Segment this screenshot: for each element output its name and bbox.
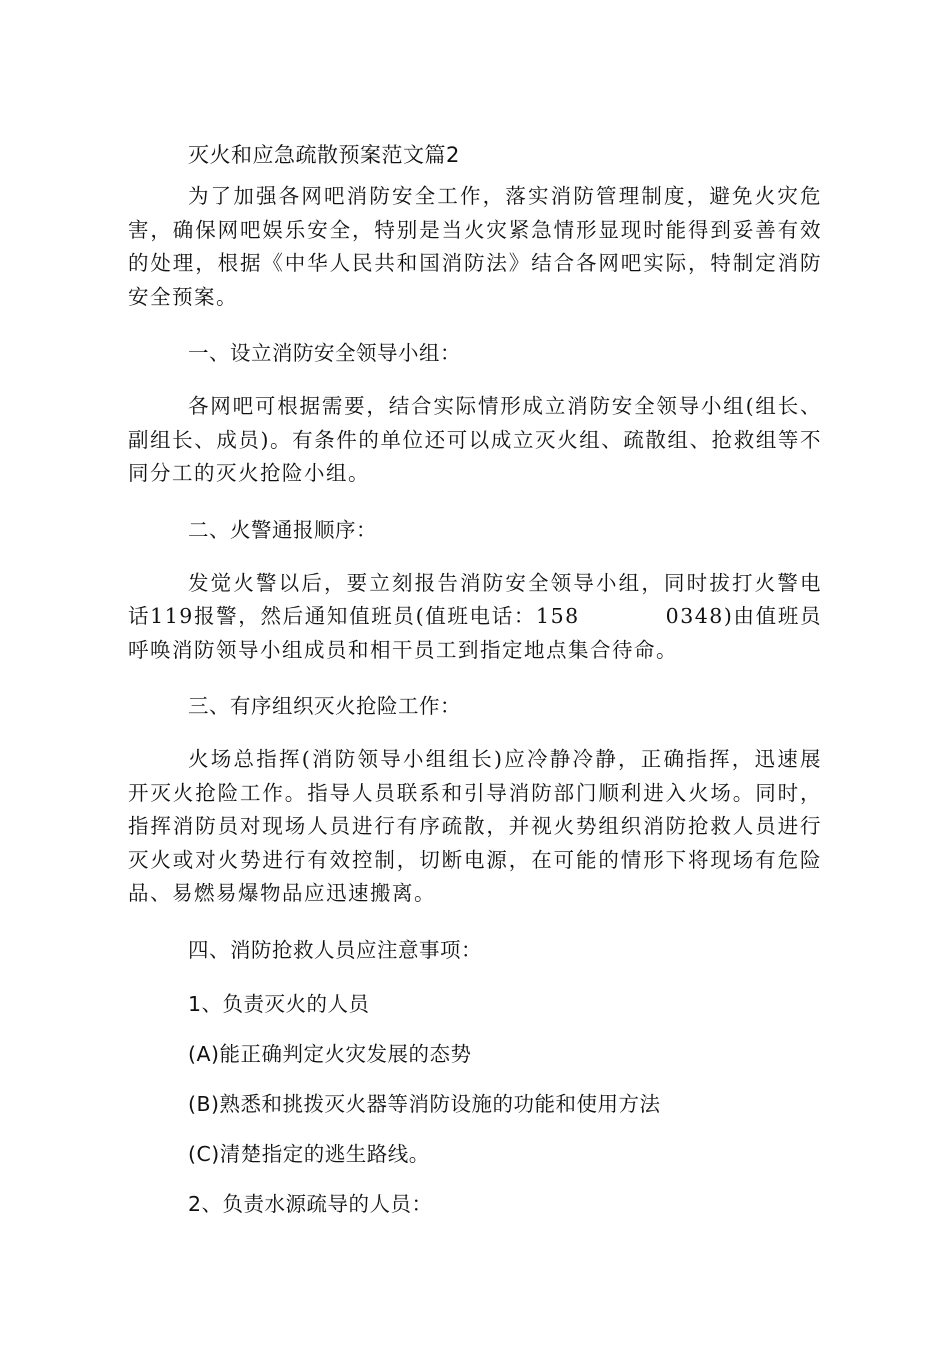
intro-paragraph: 为了加强各网吧消防安全工作，落实消防管理制度，避免火灾危害，确保网吧娱乐安全，特别是当火灾紧急情形显现时能得到妥善有效的处理，根据《中华人民共和国消防法》结合各网吧实际，特制定消防安全预案。	[128, 184, 822, 309]
section-1-body: 各网吧可根据需要，结合实际情形成立消防安全领导小组(组长、副组长、成员)。有条件的单位还可以成立灭火组、疏散组、抢救组等不同分工的灭火抢险小组。	[128, 394, 822, 485]
section-3-body: 火场总指挥(消防领导小组组长)应冷静冷静，正确指挥，迅速展开灭火抢险工作。指导人员联系和引导消防部门顺利进入火场。同时，指挥消防员对现场人员进行有序疏散，并视火势组织消防抢救人员进行灭火或对火势进行有效控制，切断电源，在可能的情形下将现场有危险品、易燃易爆物品应迅速搬离。	[128, 747, 822, 905]
section-1-heading: 一、设立消防安全领导小组：	[188, 341, 461, 365]
section-2-heading: 二、火警通报顺序：	[188, 517, 377, 542]
section-2-phone-suffix: 0348)	[665, 604, 734, 628]
section-2-body-part3: 由值班员呼唤消防领导小组成员和相干员工到指定地点集合待命。	[128, 604, 822, 662]
list-item: (C)清楚指定的逃生路线。	[188, 1141, 430, 1166]
document-title: 灭火和应急疏散预案范文篇2	[188, 143, 460, 167]
list-item: (A)能正确判定火灾发展的态势	[188, 1041, 472, 1066]
list-item: (B)熟悉和挑拨灭火器等消防设施的功能和使用方法	[188, 1091, 661, 1116]
document-page	[128, 138, 822, 1237]
section-2-body-part1: 发觉火警以后，要立刻报告消防安全领导小组，同时拔打火警电话119报警，然后通知值班员(值班电话：158	[128, 570, 822, 628]
section-3-heading: 三、有序组织灭火抢险工作：	[188, 694, 461, 718]
list-item: 1、负责灭火的人员	[188, 991, 370, 1016]
list-item: 2、负责水源疏导的人员：	[188, 1191, 433, 1216]
section-2-body	[128, 567, 822, 668]
section-4-heading: 四、消防抢救人员应注意事项：	[188, 937, 482, 962]
